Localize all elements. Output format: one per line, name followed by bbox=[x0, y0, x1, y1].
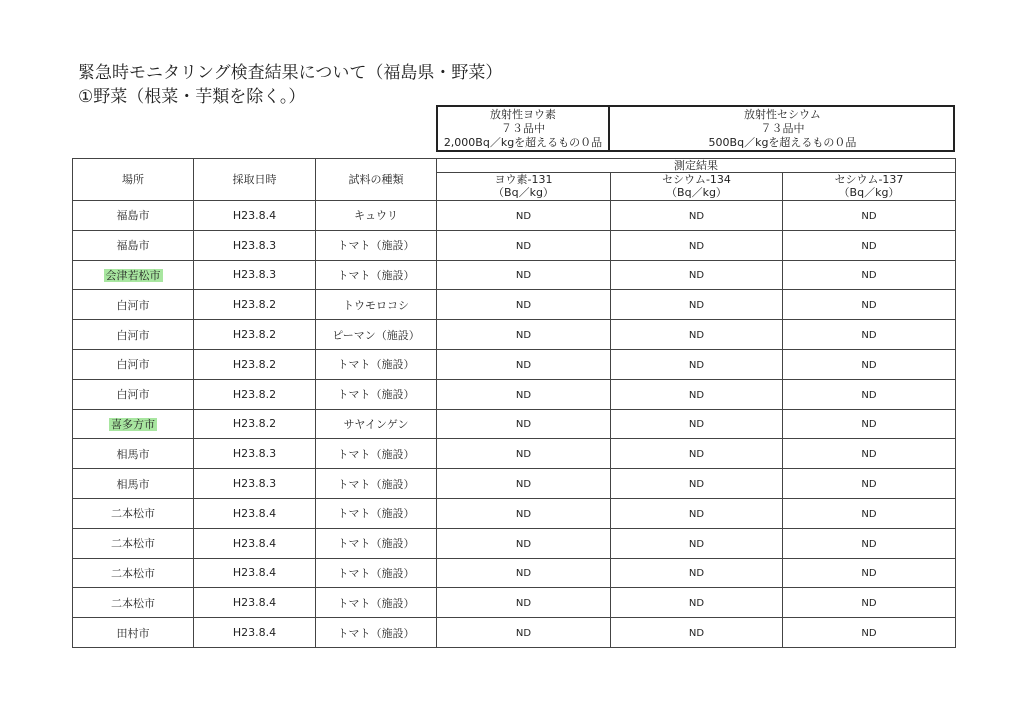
cell-cs134 bbox=[611, 409, 783, 439]
cell-cs134 bbox=[611, 528, 783, 558]
cell-location bbox=[73, 320, 194, 350]
cell-location-text: 会津若松市 bbox=[105, 268, 161, 282]
cell-location-text: 相馬市 bbox=[116, 477, 150, 491]
cell-cs137 bbox=[783, 230, 956, 260]
cell-date bbox=[194, 260, 316, 290]
header-date: 採取日時 bbox=[194, 159, 316, 201]
cell-i131-text: ND bbox=[515, 330, 532, 342]
cell-cs137-text: ND bbox=[861, 270, 877, 282]
document-title: 緊急時モニタリング検査結果について（福島県・野菜） bbox=[78, 63, 503, 83]
cell-cs134 bbox=[611, 588, 783, 618]
header-location: 場所 bbox=[73, 159, 194, 201]
results-table bbox=[72, 158, 956, 648]
cell-cs137 bbox=[783, 439, 956, 469]
cell-location bbox=[73, 230, 194, 260]
cell-sample bbox=[316, 290, 437, 320]
cell-date-text: H23.8.3 bbox=[232, 447, 277, 461]
header-cs137 bbox=[783, 173, 956, 201]
cell-cs137 bbox=[783, 349, 956, 379]
cesium-summary-title: 放射性セシウム bbox=[744, 107, 821, 121]
cell-sample-text: トマト（施設） bbox=[337, 388, 415, 402]
cell-cs134 bbox=[611, 230, 783, 260]
cell-cs134-text: ND bbox=[688, 598, 705, 610]
cell-date-text: H23.8.4 bbox=[232, 626, 277, 640]
cell-sample bbox=[316, 558, 437, 588]
cell-location-text: 福島市 bbox=[116, 239, 150, 253]
cell-cs137-text: ND bbox=[861, 508, 877, 520]
cell-location-text: 福島市 bbox=[116, 209, 150, 223]
cell-cs137-text: ND bbox=[861, 359, 877, 371]
results-table-body bbox=[73, 201, 956, 648]
cell-date bbox=[194, 558, 316, 588]
cell-cs134-text: ND bbox=[688, 449, 705, 461]
table-row bbox=[73, 320, 956, 350]
cell-cs134-text: ND bbox=[688, 568, 705, 580]
cell-cs137-text: ND bbox=[861, 538, 877, 550]
iodine-summary-count: ７３品中 bbox=[501, 121, 545, 135]
cell-cs137-text: ND bbox=[861, 628, 877, 640]
cell-sample-text: トマト（施設） bbox=[337, 268, 415, 282]
cell-i131-text: ND bbox=[515, 270, 532, 282]
cell-cs137 bbox=[783, 498, 956, 528]
cell-date bbox=[194, 409, 316, 439]
header-cs134 bbox=[611, 173, 783, 201]
cell-i131 bbox=[437, 618, 611, 648]
cell-date bbox=[194, 528, 316, 558]
cell-location bbox=[73, 349, 194, 379]
cell-sample-text: サヤインゲン bbox=[343, 417, 409, 431]
cell-i131 bbox=[437, 320, 611, 350]
table-row bbox=[73, 409, 956, 439]
cell-location-text: 白河市 bbox=[116, 328, 150, 342]
cell-date-text: H23.8.2 bbox=[232, 328, 277, 342]
table-row bbox=[73, 588, 956, 618]
cell-sample bbox=[316, 260, 437, 290]
cell-i131 bbox=[437, 379, 611, 409]
cell-i131-text: ND bbox=[515, 568, 532, 580]
cell-sample bbox=[316, 588, 437, 618]
cell-i131-text: ND bbox=[515, 449, 532, 461]
cell-cs134-text: ND bbox=[688, 270, 705, 282]
cell-location-text: 二本松市 bbox=[111, 507, 155, 521]
cell-date-text: H23.8.2 bbox=[232, 357, 277, 371]
cell-date-text: H23.8.3 bbox=[232, 238, 277, 252]
cell-cs137 bbox=[783, 558, 956, 588]
cell-cs134-text: ND bbox=[688, 479, 705, 491]
cell-date-text: H23.8.4 bbox=[232, 506, 277, 520]
header-results: 測定結果 bbox=[437, 159, 956, 173]
cell-sample-text: トマト（施設） bbox=[337, 239, 415, 253]
cell-location bbox=[73, 409, 194, 439]
cell-cs137 bbox=[783, 409, 956, 439]
cell-i131-text: ND bbox=[515, 359, 532, 371]
header-i131-label: ヨウ素-131 bbox=[494, 173, 553, 186]
cell-i131-text: ND bbox=[515, 479, 532, 491]
cell-sample-text: トマト（施設） bbox=[337, 626, 415, 640]
header-i131-unit: （Bq／kg） bbox=[493, 186, 554, 199]
cell-cs137-text: ND bbox=[861, 300, 877, 312]
cell-sample bbox=[316, 349, 437, 379]
cell-sample-text: トウモロコシ bbox=[343, 298, 409, 312]
cell-sample-text: トマト（施設） bbox=[337, 537, 415, 551]
cell-cs134 bbox=[611, 290, 783, 320]
cell-date bbox=[194, 469, 316, 499]
cell-location bbox=[73, 528, 194, 558]
cell-date-text: H23.8.2 bbox=[232, 387, 277, 401]
cell-cs137 bbox=[783, 201, 956, 231]
cell-i131 bbox=[437, 558, 611, 588]
cell-i131 bbox=[437, 290, 611, 320]
cell-cs134-text: ND bbox=[688, 330, 705, 342]
cell-cs137-text: ND bbox=[861, 240, 877, 252]
table-row bbox=[73, 201, 956, 231]
header-cs134-unit: （Bq／kg） bbox=[666, 186, 727, 199]
cesium-summary-note: 500Bq／kgを超えるもの０品 bbox=[708, 135, 857, 149]
cell-sample-text: キュウリ bbox=[354, 209, 398, 223]
cell-date-text: H23.8.2 bbox=[232, 298, 277, 312]
cell-location-text: 田村市 bbox=[116, 626, 150, 640]
cell-cs134-text: ND bbox=[688, 538, 705, 550]
cell-cs137 bbox=[783, 260, 956, 290]
cell-i131-text: ND bbox=[515, 508, 532, 520]
cell-location bbox=[73, 558, 194, 588]
cell-date bbox=[194, 379, 316, 409]
cell-location bbox=[73, 379, 194, 409]
cell-date-text: H23.8.2 bbox=[232, 417, 277, 431]
cell-date bbox=[194, 498, 316, 528]
cell-sample bbox=[316, 409, 437, 439]
header-sample: 試料の種類 bbox=[316, 159, 437, 201]
cell-date bbox=[194, 618, 316, 648]
cell-sample bbox=[316, 320, 437, 350]
cell-i131 bbox=[437, 230, 611, 260]
cell-date bbox=[194, 230, 316, 260]
cesium-summary bbox=[608, 107, 955, 150]
cesium-summary-count: ７３品中 bbox=[760, 121, 805, 135]
cell-sample bbox=[316, 498, 437, 528]
cell-cs137-text: ND bbox=[861, 389, 877, 401]
cell-location bbox=[73, 618, 194, 648]
cell-cs137-text: ND bbox=[861, 330, 877, 342]
iodine-summary-note: 2,000Bq／kgを超えるもの０品 bbox=[443, 135, 603, 149]
cell-location-text: 白河市 bbox=[116, 298, 150, 312]
cell-cs137 bbox=[783, 469, 956, 499]
cell-location-text: 二本松市 bbox=[111, 566, 155, 580]
cell-cs134-text: ND bbox=[688, 300, 705, 312]
table-row bbox=[73, 528, 956, 558]
cell-date-text: H23.8.3 bbox=[232, 268, 277, 282]
cell-location bbox=[73, 260, 194, 290]
header-cs134-label: セシウム-134 bbox=[662, 173, 731, 186]
cell-i131 bbox=[437, 260, 611, 290]
cell-cs137 bbox=[783, 528, 956, 558]
cell-date-text: H23.8.4 bbox=[232, 566, 277, 580]
cell-i131 bbox=[437, 409, 611, 439]
table-row bbox=[73, 558, 956, 588]
cell-cs134 bbox=[611, 260, 783, 290]
cell-date-text: H23.8.3 bbox=[232, 477, 277, 491]
cell-date bbox=[194, 439, 316, 469]
cell-i131 bbox=[437, 439, 611, 469]
cell-sample-text: トマト（施設） bbox=[337, 447, 415, 461]
table-row bbox=[73, 290, 956, 320]
cell-sample-text: トマト（施設） bbox=[337, 477, 415, 491]
cell-location bbox=[73, 469, 194, 499]
iodine-summary bbox=[438, 107, 608, 150]
cell-cs134-text: ND bbox=[688, 210, 705, 222]
cell-sample-text: トマト（施設） bbox=[337, 596, 415, 610]
cell-location bbox=[73, 201, 194, 231]
cell-location-text: 二本松市 bbox=[111, 596, 155, 610]
cell-cs137-text: ND bbox=[861, 449, 877, 461]
cell-location-text: 白河市 bbox=[116, 358, 150, 372]
cell-i131-text: ND bbox=[515, 389, 532, 401]
table-row bbox=[73, 260, 956, 290]
cell-location bbox=[73, 498, 194, 528]
cell-cs134-text: ND bbox=[688, 359, 705, 371]
cell-sample-text: トマト（施設） bbox=[337, 507, 415, 521]
cell-cs134-text: ND bbox=[688, 628, 705, 640]
table-row bbox=[73, 439, 956, 469]
cell-i131-text: ND bbox=[515, 538, 532, 550]
cell-date-text: H23.8.4 bbox=[232, 536, 277, 550]
cell-cs137-text: ND bbox=[861, 419, 877, 431]
cell-location-text: 二本松市 bbox=[111, 537, 155, 551]
cell-cs134 bbox=[611, 201, 783, 231]
cell-cs134 bbox=[611, 498, 783, 528]
cell-cs137-text: ND bbox=[861, 479, 877, 491]
table-row bbox=[73, 230, 956, 260]
cell-sample bbox=[316, 618, 437, 648]
cell-i131-text: ND bbox=[515, 628, 532, 640]
header-i131 bbox=[437, 173, 611, 201]
table-row bbox=[73, 469, 956, 499]
table-row bbox=[73, 618, 956, 648]
cell-cs137-text: ND bbox=[861, 598, 877, 610]
header-cs137-unit: （Bq／kg） bbox=[838, 186, 900, 199]
cell-cs134 bbox=[611, 618, 783, 648]
cell-sample bbox=[316, 379, 437, 409]
cell-cs134-text: ND bbox=[688, 508, 705, 520]
cell-sample bbox=[316, 469, 437, 499]
cell-date-text: H23.8.4 bbox=[232, 596, 277, 610]
cell-date-text: H23.8.4 bbox=[232, 208, 277, 222]
cell-location-text: 喜多方市 bbox=[111, 417, 155, 431]
cell-i131 bbox=[437, 469, 611, 499]
cell-i131-text: ND bbox=[515, 240, 532, 252]
cell-i131-text: ND bbox=[515, 419, 532, 431]
cell-date bbox=[194, 290, 316, 320]
cell-cs134 bbox=[611, 349, 783, 379]
cell-cs134-text: ND bbox=[688, 240, 705, 252]
cell-sample bbox=[316, 528, 437, 558]
cell-i131-text: ND bbox=[515, 210, 532, 222]
cell-i131 bbox=[437, 349, 611, 379]
cell-cs137-text: ND bbox=[861, 568, 877, 580]
cell-sample bbox=[316, 230, 437, 260]
cell-i131 bbox=[437, 588, 611, 618]
cell-location-text: 相馬市 bbox=[116, 447, 150, 461]
cell-sample bbox=[316, 201, 437, 231]
cell-cs137 bbox=[783, 320, 956, 350]
document-subtitle: ①野菜（根菜・芋類を除く。） bbox=[78, 87, 306, 107]
header-cs137-label: セシウム-137 bbox=[834, 173, 904, 186]
cell-date bbox=[194, 320, 316, 350]
cell-cs137-text: ND bbox=[861, 210, 877, 222]
cell-cs134 bbox=[611, 469, 783, 499]
table-row bbox=[73, 379, 956, 409]
cell-cs137 bbox=[783, 618, 956, 648]
cell-date bbox=[194, 349, 316, 379]
cell-i131-text: ND bbox=[515, 300, 532, 312]
cell-cs134 bbox=[611, 379, 783, 409]
cell-date bbox=[194, 588, 316, 618]
cell-cs134-text: ND bbox=[688, 419, 705, 431]
cell-sample-text: トマト（施設） bbox=[337, 566, 415, 580]
cell-cs137 bbox=[783, 379, 956, 409]
cell-sample bbox=[316, 439, 437, 469]
cell-cs134 bbox=[611, 439, 783, 469]
cell-location bbox=[73, 439, 194, 469]
cell-cs134 bbox=[611, 558, 783, 588]
cell-i131 bbox=[437, 498, 611, 528]
table-row bbox=[73, 498, 956, 528]
cell-location-text: 白河市 bbox=[116, 388, 150, 402]
cell-cs137 bbox=[783, 588, 956, 618]
cell-date bbox=[194, 201, 316, 231]
table-row bbox=[73, 349, 956, 379]
cell-i131 bbox=[437, 528, 611, 558]
cell-cs134-text: ND bbox=[688, 389, 705, 401]
cell-i131-text: ND bbox=[515, 598, 532, 610]
cell-cs134 bbox=[611, 320, 783, 350]
summary-box bbox=[436, 105, 955, 152]
cell-cs137 bbox=[783, 290, 956, 320]
cell-location bbox=[73, 290, 194, 320]
cell-sample-text: ピーマン（施設） bbox=[332, 328, 420, 342]
cell-location bbox=[73, 588, 194, 618]
iodine-summary-title: 放射性ヨウ素 bbox=[490, 107, 556, 121]
cell-sample-text: トマト（施設） bbox=[337, 358, 415, 372]
cell-i131 bbox=[437, 201, 611, 231]
